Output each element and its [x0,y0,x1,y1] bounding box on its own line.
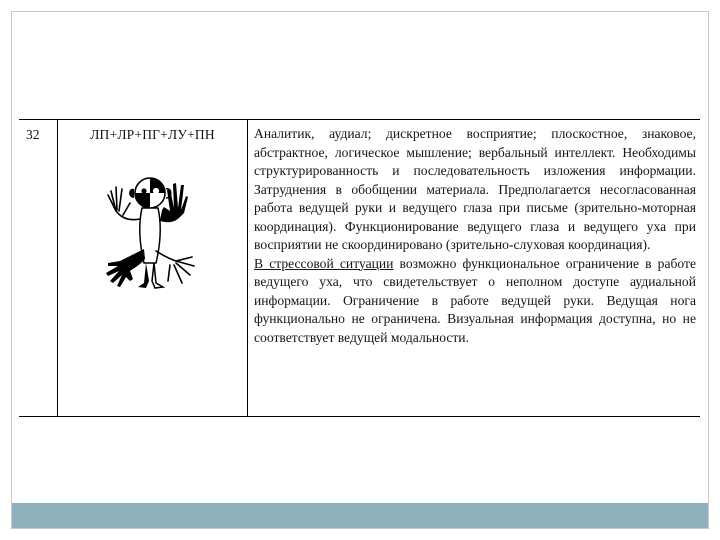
hands-eyes-profile-figure-icon [100,171,200,296]
description-paragraph-2 [254,255,696,348]
footer-bar [12,503,708,528]
table-row [19,120,700,417]
profile-description [248,120,700,347]
profile-code: ЛП+ЛР+ПГ+ЛУ+ПН [90,127,215,142]
profile-code-cell [58,120,248,417]
profile-table [19,119,700,417]
profile-description-cell [248,120,701,417]
stress-situation-lead: В стрессовой ситуации [254,255,394,271]
row-number: 32 [26,127,40,142]
description-paragraph-1: Аналитик, аудиал; дискретное восприятие; плоскостное, знаковое, абстрактное, логическое мышление; вербальный интеллект. Необходимы структурированность и последовательность изложения информации. Затруднения в обобщении материала. Предполагается несогласованная работа ведущей руки и ведущего глаза при письме (зрительно-моторная координация). Функционирование ведущего глаза и ведущего уха при восприятии не скоординировано (зрительно-слуховая координация). [254,126,696,252]
stress-situation-text: возможно функциональное ограничение в работе ведущего уха, что свидетельствует о неполном доступе аудиальной информации. Ограничение в работе ведущей руки. Ведущая нога функционально не ограничена. Визуальная информация доступна, но не соответствует ведущей модальности. [254,255,697,345]
row-number-cell [19,120,58,417]
